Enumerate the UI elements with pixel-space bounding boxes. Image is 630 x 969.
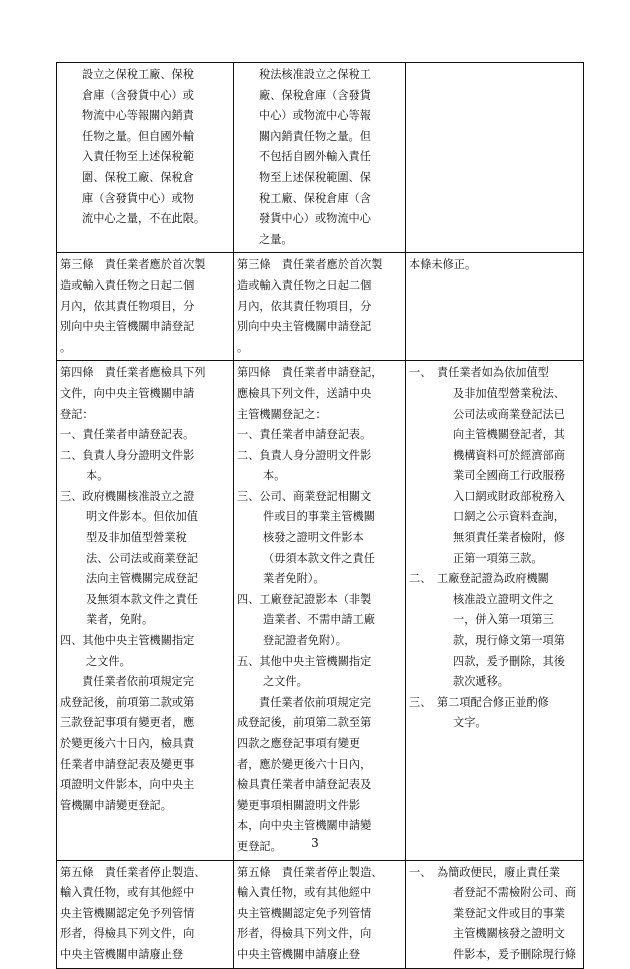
text-line: 輸入責任物，或有其他經中 xyxy=(60,886,195,900)
text-line: 一、 為簡政便民，廢止責任業 xyxy=(409,865,561,879)
text-line: 造或輸入責任物之日起二個 xyxy=(60,278,195,292)
text-line: 一、責任業者申請登記表。 xyxy=(237,428,372,442)
text-line: 變更事項相關證明文件影 xyxy=(237,798,361,812)
text-line: 文件，向中央主管機關申請 xyxy=(60,386,195,400)
text-line: 中央主管機關申請廢止登 xyxy=(60,947,184,961)
text-line: 二、負責人身分證明文件影 xyxy=(60,448,195,462)
text-line: 造或輸入責任物之日起二個 xyxy=(237,278,372,292)
text-line: 一、責任業者申請登記表。 xyxy=(60,428,195,442)
text-line: 。 xyxy=(60,340,72,354)
text-line: 一，併入第一項第三 xyxy=(453,613,554,627)
table-row xyxy=(57,361,584,860)
comparison-table xyxy=(56,62,584,969)
text-line: 第五條 責任業者停止製造、 xyxy=(60,865,206,879)
text-line: 件或目的事業主管機關 xyxy=(263,510,375,524)
text-line: 業司全國商工行政服務 xyxy=(453,469,565,483)
text-line: 發貨中心）或物流中心 xyxy=(259,212,371,226)
comparison-table-body xyxy=(57,63,584,969)
text-line: 月內，依其責任物項目，分 xyxy=(60,299,195,313)
text-line: 圍、保稅工廠、保稅倉 xyxy=(82,170,194,184)
text-line: 主管機關登記之： xyxy=(237,407,327,421)
current-text-cell xyxy=(234,63,406,253)
text-line: 稅法核准設立之保稅工 xyxy=(259,68,371,81)
page-number: 3 xyxy=(311,836,319,850)
text-line: 明文件影本。但依加值 xyxy=(86,510,198,524)
text-line: 三款登記事項有變更者，應 xyxy=(60,716,195,730)
text-line: 款次遞移。 xyxy=(453,675,509,689)
text-line: 第四條 責任業者應檢具下列 xyxy=(60,366,206,380)
text-line: 責任業者依前項規定完 xyxy=(82,675,194,689)
table-row xyxy=(57,253,584,361)
text-line: 及非加值型營業稅法、 xyxy=(453,386,565,400)
text-line: 四、其他中央主管機關指定 xyxy=(60,634,195,648)
text-line: 四、工廠登記證影本（非製 xyxy=(237,592,372,606)
text-line: 之文件。 xyxy=(86,654,131,668)
text-line: 向主管機關登記者，其 xyxy=(453,428,565,442)
text-line: 型及非加值型營業稅 xyxy=(86,531,187,545)
current-text-cell xyxy=(234,860,406,968)
text-line: 月內，依其責任物項目，分 xyxy=(237,299,372,313)
text-line: 三、政府機關核准設立之證 xyxy=(60,489,195,503)
text-line: 三、公司、商業登記相關文 xyxy=(237,489,372,503)
text-line: 公司法或商業登記法已 xyxy=(453,407,565,421)
text-line: 於變更後六十日內，檢具責 xyxy=(60,737,195,750)
text-line: 本。 xyxy=(263,469,286,483)
explanation-cell xyxy=(406,63,584,253)
text-line: 成登記後，前項第二款或第 xyxy=(60,695,195,709)
text-line: 成登記後，前項第二款至第 xyxy=(237,716,372,730)
text-line: 倉庫（含發貨中心）或 xyxy=(82,88,194,102)
text-line: 五、其他中央主管機關指定 xyxy=(237,654,372,668)
current-text-cell xyxy=(234,253,406,361)
table-row xyxy=(57,860,584,968)
text-line: 入口網或財政部稅務入 xyxy=(453,489,565,503)
text-line: 別向中央主管機關申請登記 xyxy=(237,320,372,334)
text-line: 機構資料可於經濟部商 xyxy=(453,448,565,462)
text-line: 第五條 責任業者停止製造、 xyxy=(237,865,383,879)
amended-text-cell xyxy=(57,63,234,253)
text-line: 不包括自國外輸入責任 xyxy=(259,150,371,164)
text-line: 核發之證明文件影本 xyxy=(263,531,364,545)
text-line: 第三條 責任業者應於首次製 xyxy=(237,258,383,272)
text-line: 更登記。 xyxy=(237,839,282,853)
text-line: 核准設立證明文件之 xyxy=(453,592,554,606)
text-line: 正第一項第三款。 xyxy=(453,551,543,565)
text-line: 。 xyxy=(237,340,249,354)
text-line: 檢具責任業者申請登記表及 xyxy=(237,778,372,792)
text-line: 流中心之量，不在此限。 xyxy=(82,212,206,226)
text-line: 口網之公示資料查詢， xyxy=(453,510,565,524)
text-line: 文字。 xyxy=(453,716,487,730)
text-line: 第三條 責任業者應於首次製 xyxy=(60,258,206,272)
text-line: 之量。 xyxy=(259,232,293,246)
text-line: 無須責任業者檢附，修 xyxy=(453,531,565,545)
text-line: 央主管機關認定免予列管情 xyxy=(237,906,372,920)
current-text-cell xyxy=(234,361,406,860)
text-line: 關內銷責任物之量。但 xyxy=(259,129,371,143)
text-line: 形者，得檢具下列文件，向 xyxy=(237,927,372,941)
text-line: 登記： xyxy=(60,407,94,421)
text-line: 物至上述保稅範圍、保 xyxy=(259,170,371,184)
text-line: 本條未修正。 xyxy=(409,258,477,272)
text-line: 央主管機關認定免予列管情 xyxy=(60,906,195,920)
text-line: 稅工廠、保稅倉庫（含 xyxy=(259,191,371,205)
text-line: 者登記不需檢附公司、商 xyxy=(453,886,577,900)
text-line: 業登記文件或目的事業 xyxy=(453,906,565,920)
text-line: 中心）或物流中心等報 xyxy=(259,109,371,123)
text-line: 應檢具下列文件，送請中央 xyxy=(237,386,372,400)
text-line: 項證明文件影本，向中央主 xyxy=(60,778,195,792)
text-line: 法向主管機關完成登記 xyxy=(86,572,198,586)
text-line: 輸入責任物，或有其他經中 xyxy=(237,886,372,900)
text-line: 中央主管機關申請廢止登 xyxy=(237,947,361,961)
text-line: 主管機關核發之證明文 xyxy=(453,927,565,941)
text-line: 管機關申請變更登記。 xyxy=(60,798,172,812)
amended-text-cell xyxy=(57,860,234,968)
text-line: 本。 xyxy=(86,469,109,483)
text-line: 設立之保稅工廠、保稅 xyxy=(82,68,194,81)
text-line: 第四條 責任業者申請登記， xyxy=(237,366,383,380)
text-line: 任業者申請登記表及變更事 xyxy=(60,757,195,771)
text-line: 者，應於變更後六十日內， xyxy=(237,757,372,771)
text-line: 件影本，爰予刪除現行條 xyxy=(453,947,577,961)
text-line: 物流中心等報關內銷責 xyxy=(82,109,194,123)
text-line: 款，現行條文第一項第 xyxy=(453,634,565,648)
text-line: 責任業者依前項規定完 xyxy=(259,695,371,709)
text-line: 二、 工廠登記證為政府機關 xyxy=(409,572,549,586)
document-page xyxy=(56,62,583,969)
text-line: 三、 第二項配合修正並酌修 xyxy=(409,695,549,709)
explanation-cell xyxy=(406,253,584,361)
text-line: 四款，爰予刪除，其後 xyxy=(453,654,565,668)
text-line: 業者免附）。 xyxy=(263,572,325,586)
text-line: 本，向中央主管機關申請變 xyxy=(237,819,372,833)
text-line: 及無須本款文件之責任 xyxy=(86,592,198,606)
text-line: 登記證者免附）。 xyxy=(263,634,347,648)
amended-text-cell xyxy=(57,361,234,860)
text-line: 形者，得檢具下列文件，向 xyxy=(60,927,195,941)
text-line: 別向中央主管機關申請登記 xyxy=(60,320,195,334)
text-line: 造業者、不需申請工廠 xyxy=(263,613,375,627)
text-line: 任物之量。但自國外輸 xyxy=(82,129,194,143)
text-line: 一、 責任業者如為依加值型 xyxy=(409,366,549,380)
text-line: 之文件。 xyxy=(263,675,308,689)
text-line: 四款之應登記事項有變更 xyxy=(237,737,361,750)
amended-text-cell xyxy=(57,253,234,361)
explanation-cell xyxy=(406,361,584,860)
text-line: 法、公司法或商業登記 xyxy=(86,551,198,565)
text-line: 業者，免附。 xyxy=(86,613,154,627)
explanation-cell xyxy=(406,860,584,968)
text-line: 廠、保稅倉庫（含發貨 xyxy=(259,88,371,102)
text-line: 二、負責人身分證明文件影 xyxy=(237,448,372,462)
table-row xyxy=(57,63,584,253)
text-line: （毋須本款文件之責任 xyxy=(263,551,375,565)
text-line: 庫（含發貨中心）或物 xyxy=(82,191,194,205)
text-line: 入責任物至上述保稅範 xyxy=(82,150,194,164)
